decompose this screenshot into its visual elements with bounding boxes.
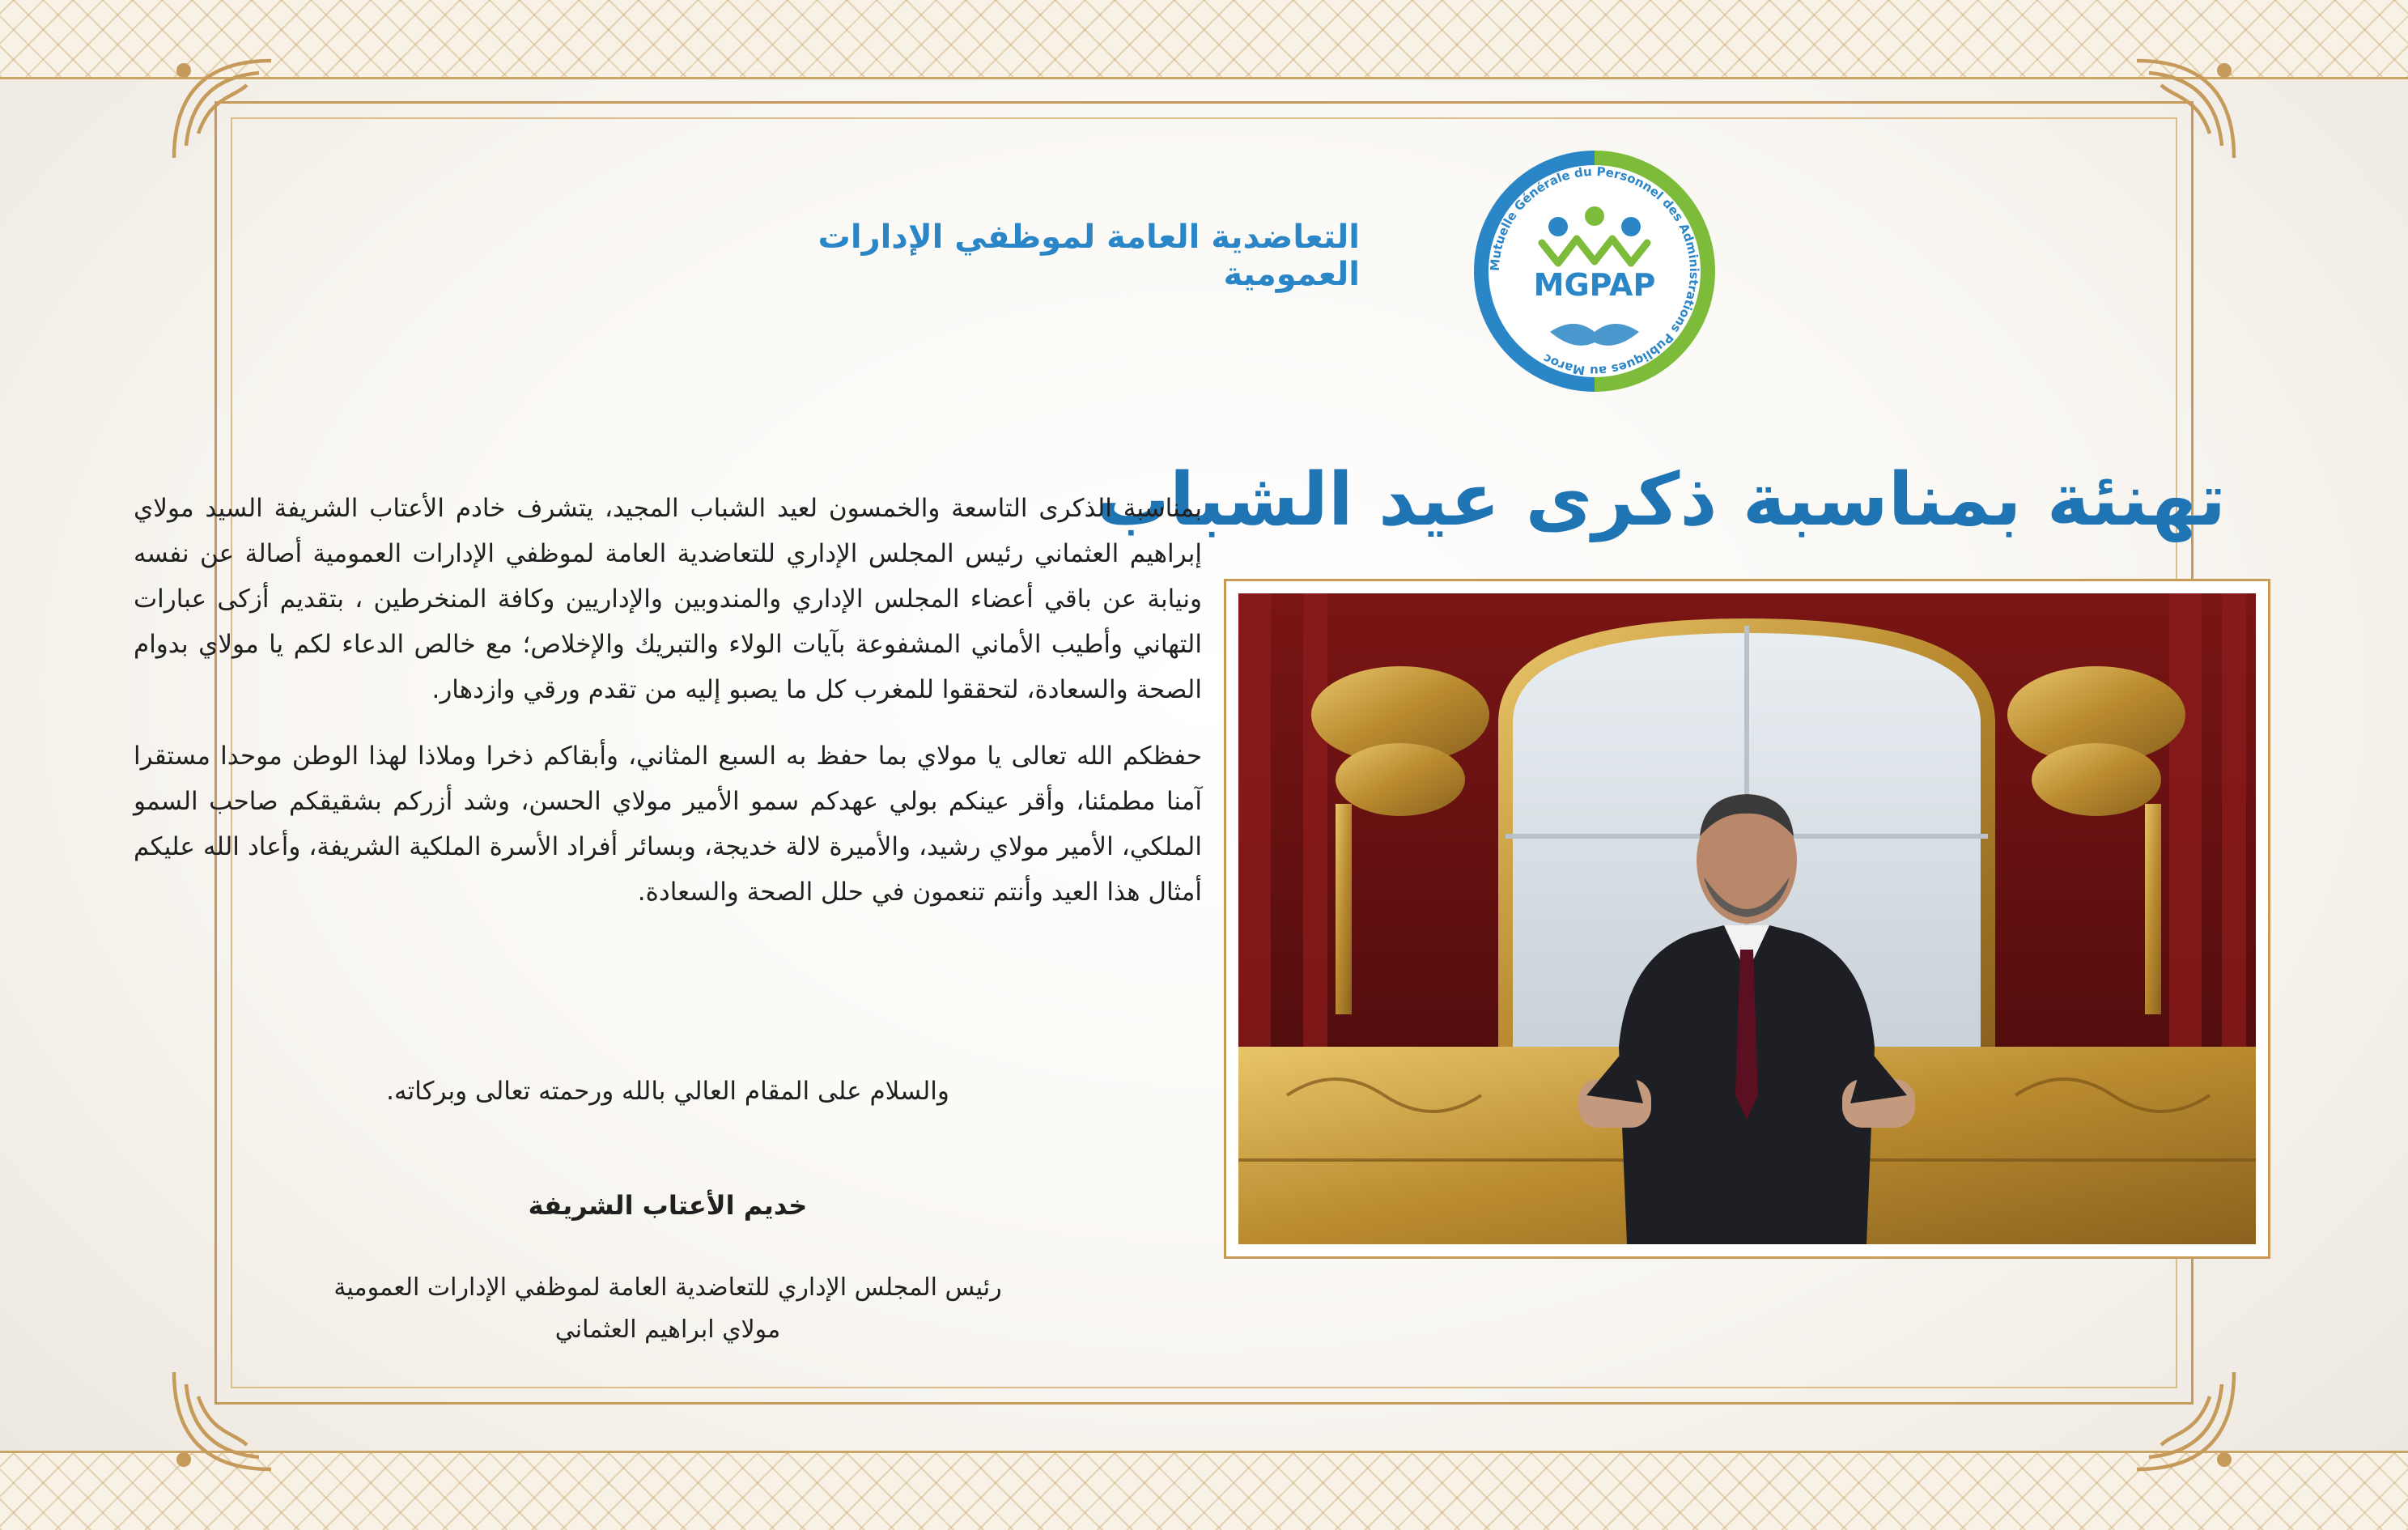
logo-abbr: MGPAP	[1533, 267, 1656, 303]
corner-ornament-icon	[162, 1360, 283, 1481]
greeting-headline: تهنئة بمناسبة ذكرى عيد الشباب	[1096, 457, 2226, 542]
corner-ornament-icon	[2125, 1360, 2246, 1481]
bottom-ornament-band	[0, 1451, 2408, 1530]
mgpap-logo	[1473, 150, 1716, 393]
letter-paragraph: بمناسبة الذكرى التاسعة والخمسون لعيد الشباب المجيد، يتشرف خادم الأعتاب الشريفة السيد مولاي إبراهيم العثماني رئيس المجلس الإداري للتعاضدية العامة لموظفي الإدارات العمومية أصالة عن نفسه ونيابة عن باقي أعضاء المجلس الإداري والمندوبين والإداريين وكافة المنخرطين ، بتقديم أزكى عبارات التهاني وأطيب الأماني المشفوعة بآيات الولاء والتبريك والإخلاص؛ مع خالص الدعاء لكم يا مولاي بدوام الصحة والسعادة، لتحققوا للمغرب كل ما يصبو إليه من تقدم ورقي وازدهار.	[134, 494, 1202, 704]
closing-line: والسلام على المقام العالي بالله ورحمته تعالى وبركاته.	[386, 1077, 949, 1106]
signature-block	[134, 1267, 1202, 1351]
signature-name: مولاي ابراهيم العثماني	[554, 1315, 781, 1344]
letter-body	[134, 486, 1202, 936]
portrait-photo	[1238, 593, 2256, 1244]
signature-role: رئيس المجلس الإداري للتعاضدية العامة لموظفي الإدارات العمومية	[333, 1273, 1002, 1302]
corner-ornament-icon	[2125, 49, 2246, 170]
signature-title: خديم الأعتاب الشريفة	[528, 1190, 808, 1221]
corner-ornament-icon	[162, 49, 283, 170]
top-ornament-band	[0, 0, 2408, 79]
svg-text:Mutuelle Générale du Personnel: Mutuelle Générale du Personnel des Administrations Publiques au Maroc	[1487, 164, 1702, 379]
organization-name: التعاضدية العامة لموظفي الإدارات العمومية	[818, 219, 1360, 293]
letter-paragraph: حفظكم الله تعالى يا مولاي بما حفظ به السبع المثاني، وأبقاكم ذخرا وملاذا لهذا الوطن موحدا مستقرا آمنا مطمئنا، وأقر عينكم بولي عهدكم سمو الأمير مولاي الحسن، وشد أزركم بشقيقكم صاحب السمو الملكي، الأمير مولاي رشيد، والأميرة لالة خديجة، وبسائر أفراد الأسرة الملكية الشريفة، وأعاد الله عليكم أمثال هذا العيد وأنتم تنعمون في حلل الصحة والسعادة.	[134, 742, 1202, 907]
